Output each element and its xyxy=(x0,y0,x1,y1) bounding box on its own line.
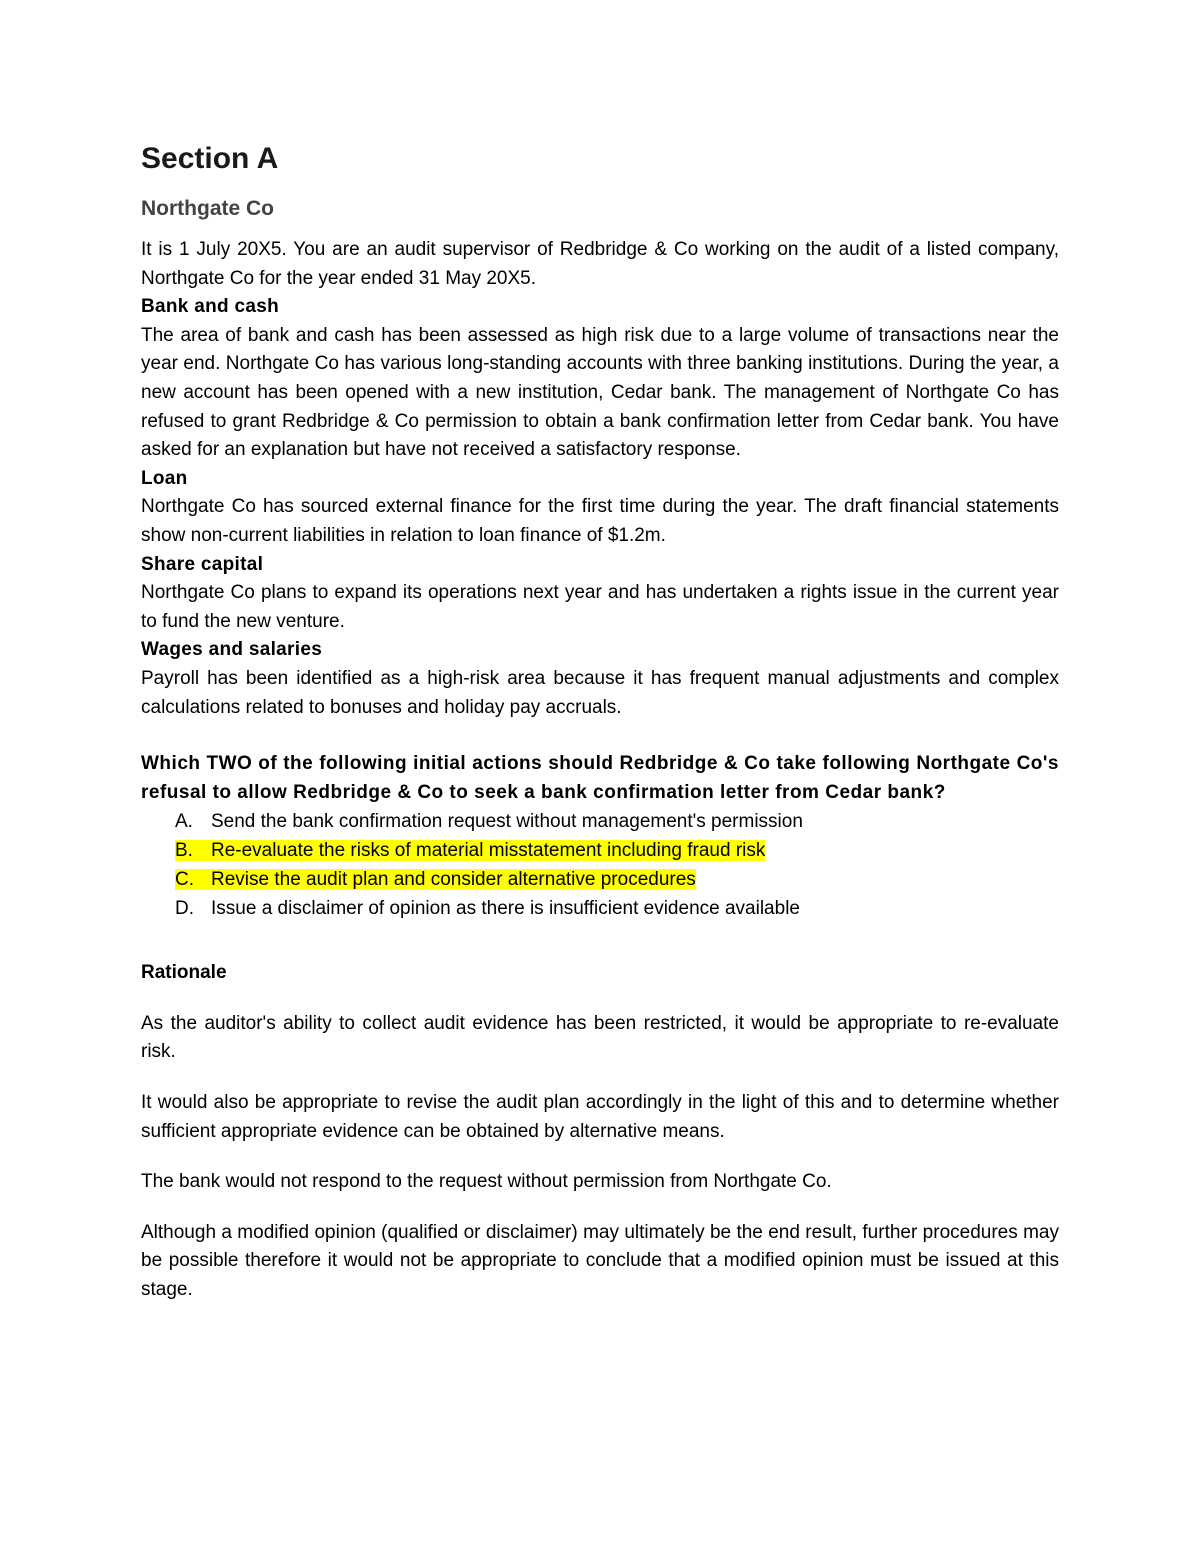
option-d-highlight xyxy=(175,898,800,919)
option-d xyxy=(175,894,1059,923)
loan-paragraph: Northgate Co has sourced external finance for the first time during the year. The draft financial statements show non-current liabilities in relation to loan finance of $1.2m. xyxy=(141,496,1059,546)
section-title: Section A xyxy=(141,142,279,175)
rationale-paragraph: It would also be appropriate to revise the audit plan accordingly in the light of this and to determine whether sufficient appropriate evidence can be obtained by alternative means. xyxy=(141,1092,1059,1142)
option-a-text: Send the bank confirmation request without management's permission xyxy=(211,811,803,833)
loan-heading: Loan xyxy=(141,467,188,489)
intro-paragraph: It is 1 July 20X5. You are an audit supervisor of Redbridge & Co working on the audit of a listed company, Northgate Co for the year ended 31 May 20X5. xyxy=(141,239,1059,289)
bank-heading: Bank and cash xyxy=(141,296,280,318)
option-b-text: Re-evaluate the risks of material misstatement including fraud risk xyxy=(211,840,766,862)
option-d-letter: D. xyxy=(175,898,194,920)
option-a xyxy=(175,807,1059,836)
option-c-letter: C. xyxy=(175,869,194,891)
option-b xyxy=(175,836,1059,865)
option-c xyxy=(175,865,1059,894)
document-page xyxy=(141,140,1059,1327)
answer-options-list xyxy=(141,807,1059,923)
share-heading: Share capital xyxy=(141,553,264,575)
option-a-highlight xyxy=(175,811,803,832)
option-b-letter: B. xyxy=(175,840,193,862)
option-d-text: Issue a disclaimer of opinion as there is insufficient evidence available xyxy=(211,898,800,920)
rationale-heading: Rationale xyxy=(141,962,227,984)
option-b-highlight xyxy=(175,840,765,861)
share-paragraph: Northgate Co plans to expand its operations next year and has undertaken a rights issue in the current year to fund the new venture. xyxy=(141,582,1059,632)
wages-paragraph: Payroll has been identified as a high-risk area because it has frequent manual adjustments and complex calculations related to bonuses and holiday pay accruals. xyxy=(141,667,1059,718)
option-c-text: Revise the audit plan and consider alternative procedures xyxy=(211,869,696,891)
wages-heading: Wages and salaries xyxy=(141,639,323,661)
option-a-letter: A. xyxy=(175,811,193,833)
rationale-paragraph: The bank would not respond to the request without permission from Northgate Co. xyxy=(141,1171,832,1193)
bank-paragraph: The area of bank and cash has been assessed as high risk due to a large volume of transactions near the year end. Northgate Co has various long-standing accounts with three banking institutions. During the year, a new account has been opened with a new institution, Cedar bank. The management of Northgate Co has refused to grant Redbridge & Co permission to obtain a bank confirmation letter from Cedar bank. You have asked for an explanation but have not received a satisfactory response. xyxy=(141,324,1059,461)
rationale-paragraph: Although a modified opinion (qualified or disclaimer) may ultimately be the end result, further procedures may be possible therefore it would not be appropriate to conclude that a modified opinion must be issued at this stage. xyxy=(141,1221,1059,1301)
question-text: Which TWO of the following initial actions should Redbridge & Co take following Northgate Co's refusal to allow Redbridge & Co to seek a bank confirmation letter from Cedar bank? xyxy=(141,753,1059,803)
option-c-highlight xyxy=(175,869,696,890)
company-title: Northgate Co xyxy=(141,197,274,220)
rationale-paragraph: As the auditor's ability to collect audit evidence has been restricted, it would be appropriate to re-evaluate risk. xyxy=(141,1012,1059,1063)
